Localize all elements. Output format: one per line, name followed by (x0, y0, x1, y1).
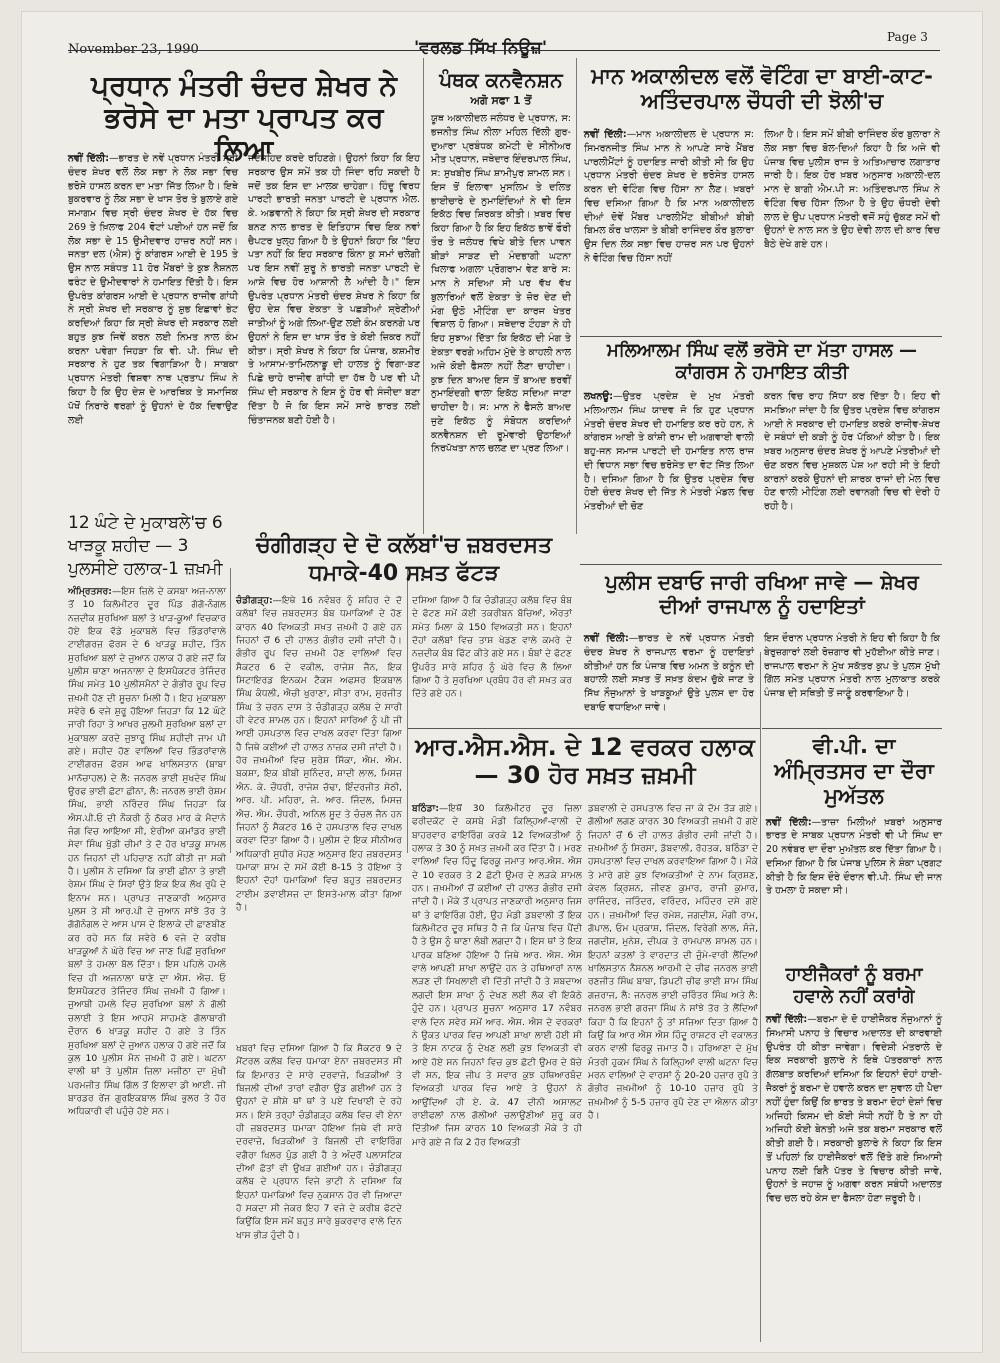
story-mulayam (582, 338, 942, 387)
headline: 12 ਘੰਟੇ ਦੇ ਮੁਕਾਬਲੇ'ਚ 6 ਖਾੜਕੂ ਸ਼ਹੀਦ — 3 ਪੁਲਸੀਏ ਹਲਾਕ-1 ਜ਼ਖ਼ਮੀ (68, 513, 223, 579)
headline: ਪੁਲੀਸ ਦਬਾਓ ਜਾਰੀ ਰਖਿਆ ਜਾਵੇ — ਸ਼ੇਖਰ ਦੀਆਂ ਰਾਜਪਾਲ ਨੂੰ ਹਦਾਇਤਾਂ (605, 570, 919, 618)
story-police-pressure (582, 568, 942, 622)
section-divider (580, 336, 942, 337)
pm-column-2 (248, 152, 420, 427)
article-text: ਨਵੀਂ ਦਿੱਲੀ:—ਭਾਰਤ ਦੇ ਨਵੇਂ ਪ੍ਰਧਾਨ ਮੰਤਰੀ ਸ੍ਰੀ ਚੰਦਰ ਸ਼ੇਖਰ ਵਲੋਂ ਲੋਕ ਸਭਾ ਨੇ ਲੋਕ ਸਭਾ ਵਿਚ ਭਰੋਸੇ ਹਾਸਲ ਕਰਨ ਦਾ ਮਤਾ ਜਿੱਤ ਲਿਆ ਹੈ। ਇਥੇ ਬੁਕਰਵਾਰ ਨੂੰ ਲੋਕ ਸਭਾ ਦੇ ਖਾਸ ਤੋਰ ਤੇ ਬੁਲਾਏ ਗਏ ਸਮਾਗਮ ਵਿਚ ਸ੍ਰੀ ਚੰਦਰ ਸ਼ੇਖਰ ਦੇ ਹੱਕ ਵਿਚ 269 ਤੇ ਖ਼ਿਲਾਫ 204 ਵੋਟਾਂ ਪਈਆਂ ਹਨ ਜਦੋਂ ਕਿ ਲੋਕ ਸਭਾ ਦੇ 15 ਉਮੀਦਵਾਰ ਹਾਜ਼ਰ ਨਹੀਂ ਸਨ। ਜਨਤਾ ਦਲ (ਐਸ) ਨੂੰ ਕਾਂਗਰਸ ਆਈ ਦੇ 195 ਤੇ ਉਸ ਨਾਲ ਸਬੰਧਤ 11 ਹੋਰ ਮੈਂਬਰਾਂ ਤੇ ਕੁਝ ਨੈਸ਼ਨਲ ਫਰੰਟ ਦੇ ਉਮੀਦਵਾਰਾਂ ਨੇ ਹਮਾਇਤ ਦਿੱਤੀ ਹੈ। ਇਸ ਉਪਰੰਤ ਕਾਂਗਰਸ ਆਈ ਦੇ ਪ੍ਰਧਾਨ ਰਾਜੀਵ ਗਾਂਧੀ ਨੇ ਸ੍ਰੀ ਸ਼ੇਖਰ ਦੀ ਸਰਕਾਰ ਨੂੰ ਸ਼ੁਭ ਇਛਾਵਾਂ ਭੇਟ ਕਰਦਿਆਂ ਕਿਹਾ ਕਿ ਸ੍ਰੀ ਸ਼ੇਖਰ ਦੀ ਸਰਕਾਰ ਲਈ ਬਹੁਤ ਕੁਝ ਜਿਵੇਂ ਕਰਨ ਲਈ ਨਿਮਤ ਨਾਲ ਕੰਮ ਕਰਨਾ ਪਵੇਗਾ ਜਿਹੜਾ ਕਿ ਵੀ. ਪੀ. ਸਿੰਘ ਦੀ ਸਰਕਾਰ ਨੇ ਹੁਣ ਤਕ ਵਿਗਾੜਿਆ ਹੈ। ਸਾਬਕਾ ਪ੍ਰਧਾਨ ਮੰਤਰੀ ਵਿਸ਼ਵਾ ਨਾਥ ਪ੍ਰਤਾਪ ਸਿੰਘ ਨੇ ਕਿਹਾ ਹੈ ਕਿ ਉਹ ਦੇਸ਼ ਦੇ ਆਰਥਿਕ ਤੇ ਸਮਾਜਿਕ ਪੱਖੋਂ ਨਿਰਾਰੇ ਵਰਗਾਂ ਨੂੰ ਉਹਨਾਂ ਦੇ ਹੱਕ ਦਿਵਾਉਣ ਲਈ (68, 153, 238, 426)
article-text: ਖਬਰਾਂ ਵਿਚ ਦਸਿਆ ਗਿਆ ਹੈ ਕਿ ਸੈਕਟਰ 9 ਦੇ ਮੈਂਟਰਲ ਕਲੱਬ ਵਿਚ ਧਮਾਕਾ ਏਨਾ ਜ਼ਬਰਦਸਤ ਸੀ ਕਿ ਇਮਾਰਤ ਦੇ ਸਾਰੇ ਦਰਵਾਜ਼ੇ, ਖਿੜਕੀਆਂ ਤੇ ਬਿਜਲੀ ਦੀਆਂ ਤਾਰਾਂ ਵਗੈਰਾ ਉਡ ਗਈਆਂ ਹਨ ਤੇ ਉਹਨਾਂ ਦੇ ਸ਼ੀਸ਼ੇ ਥਾਂ ਥਾਂ ਤੇ ਪਏ ਦਿਖਾਈ ਦੇ ਰਹੇ ਸਨ। ਇਸੇ ਤਰ੍ਹਾਂ ਚੰਡੀਗੜ੍ਹ ਕਲੱਬ ਵਿਚ ਵੀ ਏਨਾ ਹੀ ਜ਼ਬਰਦਸਤ ਧਮਾਕਾ ਹੋਇਆ ਜਿਥੇ ਵੀ ਸਾਰੇ ਦਰਵਾਜ਼ੇ, ਖਿੜਕੀਆਂ ਤੇ ਬਿਜਲੀ ਦੀ ਵਾਇਰਿੰਗ ਵਗੈਰਾ ਖਿਲਰ ਪੁੰਡ ਗਈ ਹੈ ਤੇ ਅੰਦਰੋਂ ਪਲਾਸਟਿਕ ਦੀਆਂ ਛੱਤਾਂ ਵੀ ਉਖੜ ਗਈਆਂ ਹਨ। ਚੰਡੀਗੜ੍ਹ ਕਲੱਬ ਦੇ ਪ੍ਰਧਾਨ ਵਿਜੇ ਭਾਟੀ ਨੇ ਦਸਿਆ ਕਿ ਇਹਨਾਂ ਧਮਾਕਿਆਂ ਵਿਚ ਨੁਕਸਾਨ ਹੋਰ ਵੀ ਜ਼ਿਆਦਾ ਹੋ ਸਕਦਾ ਸੀ ਜੇਕਰ ਇਹ 7 ਵਜੇ ਦੇ ਕਰੀਬ ਫੱਟਦੇ ਕਿਉਂਕਿ ਇਸ ਸਮੇਂ ਬਹੁਤ ਸਾਰੇ ਬੁਕਰਵਾਰ ਵਾਲੇ ਦਿਨ ਖਾਸ ਭੀੜ ਹੁੰਦੀ ਹੈ। (236, 1043, 402, 1241)
article-text: ਨਵੀਂ ਦਿੱਲੀ:—ਤਾਜ਼ਾ ਮਿਲੀਆਂ ਖ਼ਬਰਾਂ ਅਨੁਸਾਰ ਭਾਰਤ ਦੇ ਸਾਬਕ ਪ੍ਰਧਾਨ ਮੰਤਰੀ ਵੀ ਪੀ ਸਿੰਘ ਦਾ 20 ਨਵੰਬਰ ਦਾ ਦੌਰਾ ਮੁਅੱਤਲ ਕਰ ਦਿੱਤਾ ਗਿਆ ਹੈ। ਦਸਿਆ ਗਿਆ ਹੈ ਕਿ ਪੰਜਾਬ ਪੁਲਿਸ ਨੇ ਸ਼ੰਕਾ ਪ੍ਰਗਟ ਕੀਤੀ ਹੈ ਕਿ ਇਸ ਦੌਰੇ ਦੌਰਾਨ ਵੀ.ਪੀ. ਸਿੰਘ ਦੀ ਜਾਨ ਤੇ ਹਮਲਾ ਹੋ ਸਕਦਾ ਸੀ। (766, 816, 942, 897)
mulayam-column-1 (584, 390, 754, 514)
dateline: ਬਠਿੰਡਾ: (412, 803, 440, 814)
article-text: ਲਿਆ ਹੈ। ਇਸ ਸਮੇਂ ਬੀਬੀ ਰਾਜਿੰਦਰ ਕੌਰ ਬੁਲਾਰਾ ਨੇ ਲੋਕ ਸਭਾ ਵਿਚ ਬੋਲ-ਦਿਆਂ ਕਿਹਾ ਹੈ ਕਿ ਅਜੇ ਵੀ ਪੰਜਾਬ ਵਿਚ ਪੁਲੀਸ ਰਾਜ ਤੇ ਅਤਿਆਚਾਰ ਲਗਾਤਾਰ ਜਾਰੀ ਹੈ। ਇਕ ਹੋਰ ਖ਼ਬਰ ਅਨੁਸਾਰ ਅਕਾਲੀ-ਦਲ ਮਾਨ ਦੇ ਬਾਗੀ ਐਮ.ਪੀ ਸ: ਅਤਿੰਦਰਪਾਲ ਸਿੰਘ ਨੇ ਵੋਟਿੰਗ ਵਿਚ ਹਿੱਸਾ ਲਿਆ ਹੈ ਤੇ ਉਹ ਚੌਧਰੀ ਦੇਵੀ ਲਾਲ ਦੇ ਉਪ ਪ੍ਰਧਾਨ ਮੰਤਰੀ ਵਜੋਂ ਸਹੁੰ ਚੁੱਕਣ ਸਮੇਂ ਵੀ ਉਹਨਾਂ ਦੇ ਨਾਲ ਸਨ ਤੇ ਉਹ ਦੇਵੀ ਲਾਲ ਦੀ ਕਾਰ ਵਿਚ ਬੈਠੇ ਦੇਖੇ ਗਏ ਹਨ। (764, 129, 940, 251)
masthead-title: 'ਵਰਲਡ ਸਿੱਖ ਨਿਊਜ਼' (414, 38, 548, 58)
chandigarh-column-1 (236, 594, 402, 914)
article-text: ਦਸਿਆ ਗਿਆ ਹੈ ਕਿ ਚੰਡੀਗੜ੍ਹ ਕਲੱਬ ਵਿਚ ਬੰਬ ਦੇ ਫੱਟਣ ਸਮੇਂ ਕੋਈ ਤਕਰੀਬਨ ਬੱਚਿਆਂ, ਔਰਤਾਂ ਸਮੇਤ ਮਿਲਾ ਕੇ 150 ਵਿਅਕਤੀ ਸਨ। ਇਹਨਾਂ ਦੋਹਾਂ ਕਲੱਬਾਂ ਵਿਚ ਤਾਸ਼ ਖੇਡਣ ਵਾਲੇ ਕਮਰੇ ਦੇ ਨਜ਼ਦੀਕ ਬੰਬ ਫਿੱਟ ਕੀਤੇ ਗਏ ਸਨ। ਬੰਬਾਂ ਦੇ ਫੱਟਣ ਉਪਰੰਤ ਸਾਰੇ ਸ਼ਹਿਰ ਨੂੰ ਘੇਰੇ ਵਿਚ ਲੈ ਲਿਆ ਗਿਆ ਹੈ ਤੇ ਸੁਰਖਿਆ ਪ੍ਰਬੰਧ ਹੋਰ ਵੀ ਸਖ਼ਤ ਕਰ ਦਿੱਤੇ ਗਏ ਹਨ। (412, 595, 573, 700)
pm-column-1 (68, 152, 238, 427)
story-vp-tour (766, 732, 942, 898)
page-header (44, 24, 944, 64)
article-text: ਯੂਥ ਅਕਾਲੀਦਲ ਜਲੰਧਰ ਦੇ ਪ੍ਰਧਾਨ, ਸ: ਭਜਨੀਤ ਸਿੰਘ ਨੀਲਾ ਮਹਿਲ ਦਿੱਲੀ ਗੁਰ-ਦੁਆਰਾ ਪ੍ਰਬੰਧਕ ਕਮੇਟੀ ਦੇ ਸੀਨੀਅਰ ਮੀਤ ਪ੍ਰਧਾਨ, ਜਥੇਦਾਰ ਇੰਦਰਪਾਲ ਸਿੰਘ, ਸ: ਸੁਖਬੀਰ ਸਿੰਘ ਸ਼ਾਮੀਪੁਰ ਸ਼ਾਮਲ ਸਨ। ਇਸ ਤੋਂ ਇਲਾਵਾ ਮੁਸਲਿਮ ਤੇ ਦਲਿਤ ਭਾਈਚਾਰੇ ਦੇ ਨੁਮਾਇੰਦਿਆਂ ਨੇ ਵੀ ਇਸ ਇਕੱਠ ਵਿਚ ਸ਼ਿਰਕਤ ਕੀਤੀ। ਖ਼ਬਰ ਵਿਚ ਕਿਹਾ ਗਿਆ ਹੈ ਕਿ ਇਹ ਇਕੱਠ ਭਾਵੇਂ ਫੌਰੀ ਤੌਰ ਤੇ ਜਲੰਧਰ ਵਿਖੇ ਬੀਤੇ ਦਿਨ ਪਾਵਨ ਬੀੜਾਂ ਸਾੜਣ ਦੀ ਮੰਦਭਾਗੀ ਘਟਨਾ ਖਿਲਾਫ ਅਗਲਾ ਪ੍ਰੋਗਰਾਮ ਵੇਣ ਬਾਰੇ ਸ: ਮਾਨ ਨੇ ਸਦਿਆ ਸੀ ਪਰ ਵੱਖ ਵੱਖ ਬੁਲਾਰਿਆਂ ਵਲੋਂ ਏਕਤਾ ਤੇ ਜ਼ੋਰ ਦੇਣ ਦੀ ਮੰਗ ਉਠੋ ਮੀਟਿੰਗ ਦਾ ਕਾਰਜ ਖੇਤਰ ਵਿਸ਼ਾਲ ਹੋ ਗਿਆ। ਸਥੇਦਾਰ ਟੌਹੜਾ ਨੇ ਹੀ ਇਹ ਸੁਝਾਅ ਦਿੱਤਾ ਕਿ ਇਕੱਠ ਦੀ ਮੰਗ ਤੇ ਏਕਤਾ ਵਰਗੇ ਅਹਿਮ ਮੁੱਦੇ ਤੇ ਕਾਹਲੀ ਨਾਲ ਅਜੇ ਕੋਈ ਫੈਸਲਾ ਨਹੀਂ ਲੈਣਾ ਚਾਹੀਦਾ। ਕੁਝ ਦਿਨ ਬਾਅਦ ਇਸ ਤੋਂ ਬਾਅਦ ਭਰਵੀਂ ਨੁਮਾਇੰਦਗੀ ਵਾਲਾ ਇਕੱਠ ਸਦਿਆ ਜਾਣਾ ਚਾਹੀਦਾ ਹੈ। ਸ: ਮਾਨ ਨੇ ਫੈਸਲੇ ਬਾਅਦ ਜੁਣੇ ਇਕੱਠ ਨੂੰ ਸੰਬੋਧਨ ਕਰਦਿਆਂ ਕਨਵੈਨਸ਼ਨ ਦੀ ਰੂਮੇਵਾਰੀ ਉਠਾਇਆਂ ਨਿਰਪੱਖਤਾ ਨਾਲ ਚਲਣ ਦਾ ਪ੍ਰਣ ਲਿਆ। (431, 113, 571, 455)
continued-from: ਅਗੋ ਸਫਾ 1 ਤੋਂ (470, 94, 532, 107)
story-12-hour-encounter (68, 512, 226, 1119)
headline: ਹਾਈਜੈਕਰਾਂ ਨੂੰ ਬਰਮਾ ਹਵਾਲੇ ਨਹੀਂ ਕਰਾਂਗੇ (785, 964, 923, 1007)
dateline: ਨਵੀਂ ਦਿੱਲੀ: (584, 633, 629, 644)
chandigarh-column-1b (236, 1042, 402, 1242)
article-text: ਬਠਿੰਡਾ:—ਇਥੋਂ 30 ਕਿਲੋਮੀਟਰ ਦੂਰ ਜ਼ਿਲਾ ਫਰੀਦਕੋਟ ਦੇ ਕਸਬੇ ਮੰਡੀ ਕਿਲ੍ਹਿਆਂ-ਵਾਲੀ ਦੇ ਬਾਹਰਵਾਰ ਫਾਇਰਿੰਗ ਕਰਕੇ 12 ਵਿਅਕਤੀਆਂ ਨੂੰ ਹਲਾਕ ਤੇ 30 ਨੂੰ ਸਖ਼ਤ ਜ਼ਖ਼ਮੀ ਕਰ ਦਿੱਤਾ ਹੈ। ਮਰਣ ਵਾਲਿਆਂ ਵਿਚ ਹਿੰਦੂ ਫਿਰਕੂ ਜਮਾਤ ਆਰ.ਐਸ. ਐਸ ਦੇ 10 ਵਰਕਰ ਤੇ 2 ਛੋਟੀ ਉਮਰ ਦੇ ਲੜਕੇ ਸ਼ਾਮਲ ਹਨ। ਜ਼ਖ਼ਮੀਆਂ ਚੋਂ ਕਈਆਂ ਦੀ ਹਾਲਤ ਗੰਭੀਰ ਦਸੀ ਜਾਂਦੀ ਹੈ। ਮੌਕੇ ਤੋਂ ਪ੍ਰਾਪਤ ਜਾਣਕਾਰੀ ਅਨੁਸਾਰ ਜਿਸ ਥਾਂ ਤੇ ਫਾਇਰਿੰਗ ਹੋਈ, ਉਹ ਮੰਡੀ ਡਬਵਾਲੀ ਤੋਂ ਇਕ ਕਿਲੋਮੀਟਰ ਦੂਰ ਸਥਿਤ ਹੈ ਜੋ ਕਿ ਪੰਜਾਬ ਵਿਚ ਪੈਂਦੀ ਹੈ ਤੇ ਉਸ ਨੂੰ ਥਾਣਾ ਲੰਬੀ ਲਗਦਾ ਹੈ। ਇਸ ਥਾਂ ਤੇ ਇਕ ਪਾਰਕ ਬਣਿਆ ਹੋਇਆ ਹੈ ਜਿਥੇ ਆਰ. ਐਸ. ਐਸ ਵਾਲੇ ਆਪਣੀ ਸ਼ਾਖਾ ਲਾਉਂਦੇ ਹਨ ਤੇ ਹਥਿਆਰਾਂ ਨਾਲ ਲੜਣ ਦੀ ਸਿਖਲਾਈ ਵੀ ਦਿੱਤੀ ਜਾਂਦੀ ਹੈ ਤੇ ਸ਼ਬਦਾਅ ਲਗਦੀ ਇਸ ਸ਼ਾਖਾ ਨੂੰ ਦੇਖਣ ਲਈ ਲੋਕ ਵੀ ਇਕੱਠੇ ਹੁੰਦੇ ਹਨ। ਪ੍ਰਾਪਤ ਸੂਚਨਾ ਅਨੁਸਾਰ 17 ਨਵੰਬਰ ਵਾਲੇ ਦਿਨ ਸਵੇਰ ਸਮੇਂ ਆਰ. ਐਸ. ਐਸ ਦੇ ਵਰਕਰਾਂ ਨੇ ਉਕਤ ਪਾਰਕ ਵਿਚ ਆਪਣੀ ਸ਼ਾਖਾ ਲਾਈ ਹੋਈ ਸੀ ਤੇ ਇਸ ਨਾਟਕ ਨੂੰ ਦੇਖਣ ਲਈ ਕੁਝ ਵਿਅਕਤੀ ਵੀ ਆਏ ਹੋਏ ਸਨ ਜਿਹਨਾਂ ਵਿਚ ਕੁਝ ਛੋਟੀ ਉਮਰ ਦੇ ਬੱਚੇ ਵੀ ਸਨ, ਇਕ ਜੀਪ ਤੇ ਸਵਾਰ ਕੁਝ ਹਥਿਆਰਬੰਦ ਵਿਅਕਤੀ ਪਾਰਕ ਵਿਚ ਆਏ ਤੇ ਉਹਨਾਂ ਨੇ ਆਉਂਦਿਆਂ ਹੀ ਏ. ਕੇ. 47 ਦੀਨੀ ਅਸਾਲਟ ਰਾਈਫਲਾਂ ਨਾਲ ਗੋਲੀਆਂ ਚਲਾਉਣੀਆਂ ਸ਼ੁਰੂ ਕਰ ਦਿੱਤੀਆਂ ਜਿਸ ਕਾਰਨ 10 ਵਿਅਕਤੀ ਮੌਕੇ ਤੇ ਹੀ ਮਾਰੇ ਗਏ ਜੋ ਕਿ 2 ਹੋਰ ਵਿਅਕਤੀ (412, 803, 582, 1148)
mann-column-1 (584, 128, 754, 266)
column-rule (760, 652, 761, 1342)
column-rule (576, 58, 577, 534)
issue-date: November 23, 1990 (68, 42, 199, 57)
story-panthic-convention (431, 62, 571, 456)
police-column-2 (764, 632, 940, 701)
article-text: ਲਖਨਊ:—ਉਤਰ ਪ੍ਰਦੇਸ਼ ਦੇ ਮੁਖ ਮੰਤਰੀ ਮਲਿਆਲਮ ਸਿੰਘ ਯਾਦਵ ਜੋ ਕਿ ਹੁਣ ਪ੍ਰਧਾਨ ਮੰਤਰੀ ਚੰਦਰ ਸ਼ੇਖਰ ਦੀ ਹਮਾਇਤ ਕਰ ਰਹੇ ਹਨ, ਨੇ ਕਾਂਗਰਸ ਆਈ ਤੇ ਕਾਂਸ਼ੀ ਰਾਮ ਦੀ ਅਗਵਾਈ ਵਾਲੀ ਬਹੁ-ਜਨ ਸਮਾਜ ਪਾਰਟੀ ਦੀ ਹਮਾਇਤ ਨਾਲ ਰਾਜ ਦੀ ਵਿਧਾਨ ਸਭਾ ਵਿਚ ਭਰੋਸੇਤ ਦਾ ਵੋਟ ਜਿੱਤ ਲਿਆ ਹੈ। ਦਸਿਆ ਗਿਆ ਹੈ ਕਿ ਉਤਰ ਪ੍ਰਦੇਸ਼ ਵਿਚ ਹੋਈ ਚੰਦਰ ਸ਼ੇਖਰ ਦੀ ਜਿੱਤ ਨੇ ਮੰਤਰੀ ਮੰਡਲ ਵਿਚ ਮੰਤਰੀਆਂ ਦੀ ਚੋਣ (584, 391, 754, 513)
column-rule (407, 568, 408, 853)
dateline: ਨਵੀਂ ਦਿੱਲੀ: (766, 816, 812, 828)
mann-column-2 (764, 128, 940, 252)
article-text: ਜਦੋਜਹਿਦ ਕਰਦੇ ਰਹਿਣਗੇ। ਉਹਨਾਂ ਕਿਹਾ ਕਿ ਇਹ ਸਰਕਾਰ ਉਸ ਸਮੇਂ ਤਕ ਹੀ ਜਿੰਦਾ ਰਹਿ ਸਕਦੀ ਹੈ ਜਦੋਂ ਤਕ ਇਸ ਦਾ ਮਾਲਕ ਚਾਹੇਗਾ। ਹਿੰਦੂ ਵਿਰਧ ਪਾਰਟੀ ਭਾਰਤੀ ਜਨਤਾ ਪਾਰਟੀ ਦੇ ਪ੍ਰਧਾਨ ਐਲ. ਕੇ. ਅਡਵਾਨੀ ਨੇ ਕਿਹਾ ਕਿ ਸ੍ਰੀ ਸ਼ੇਖਰ ਦੀ ਸਰਕਾਰ ਬਨਣ ਨਾਲ ਭਾਰਤ ਦੇ ਇਤਿਹਾਸ ਵਿਚ ਇਕ ਨਵਾਂ ਚੈਪਟਰ ਖੁਲ੍ਹ ਗਿਆ ਹੈ ਤੇ ਉਹਨਾਂ ਕਿਹਾ ਕਿ "ਇਹ ਪਤਾ ਨਹੀਂ ਕਿ ਇਹ ਸਰਕਾਰ ਕਿੰਨਾ ਕੁ ਸਮਾਂ ਚਲੇਗੀ ਪਰ ਇਸ ਨਵੀਂ ਸ਼ੁਰੂ ਨੇ ਭਾਰਤੀ ਜਨਤਾ ਪਾਰਟੀ ਦੇ ਆਸ਼ੇ ਵਿਚ ਹੋਰ ਆਸ਼ਾਨੀ ਲੈ ਆਂਦੀ ਹੈ।" ਇਸ ਉਪਰੰਤ ਪ੍ਰਧਾਨ ਮੰਤਰੀ ਚੰਦਰ ਸ਼ੇਖਰ ਨੇ ਕਿਹਾ ਕਿ ਉਹ ਦੇਸ਼ ਵਿਚ ਏਕਤਾ ਤੇ ਪਛੜੀਆਂ ਸ਼੍ਰੇਣੀਆਂ ਜਾਤੀਆਂ ਨੂੰ ਅਗੇ ਲਿਆ-ਉਣ ਲਈ ਕੰਮ ਕਰਨਗੇ ਪਰ ਉਹਨਾਂ ਨੇ ਇਸ ਦਾ ਖਾਸ ਤੌਰ ਤੇ ਕੋਈ ਜ਼ਿਕਰ ਨਹੀਂ ਕੀਤਾ। ਸ੍ਰੀ ਸ਼ੇਖਰ ਨੇ ਕਿਹਾ ਕਿ ਪੰਜਾਬ, ਕਸ਼ਮੀਰ ਤੇ ਆਸਾਮ-ਤਾਮਿਲਨਾਡੂ ਦੀ ਹਾਲਤ ਨੂੰ ਵਿਗਾ-ੜਣ ਪਿਛੇ ਚਾਹੇ ਰਾਜੀਵ ਗਾਂਧੀ ਦਾ ਹੱਥ ਹੈ ਪਰ ਵੀ ਪੀ ਸਿੰਘ ਦੀ ਸਰਕਾਰ ਨੇ ਇਸ ਨੂੰ ਹੋਰ ਵੀ ਸੰਜੀਦਾ ਬਣਾ ਦਿੱਤਾ ਹੈ ਜੋ ਕਿ ਇਸ ਸਮੇਂ ਸਾਰੇ ਭਾਰਤ ਲਈ ਚਿੰਤਾਜਨਕ ਬਣੀ ਹੋਈ ਹੈ। (248, 153, 420, 426)
story-chandigarh-blasts (234, 530, 574, 589)
section-divider (580, 564, 942, 565)
rss-column-2 (588, 802, 758, 1122)
article-text: ਨਵੀਂ ਦਿੱਲੀ:—ਮਾਨ ਅਕਾਲੀਦਲ ਦੇ ਪ੍ਰਧਾਨ ਸ: ਸਿਮਰਨਜੀਤ ਸਿੰਘ ਮਾਨ ਨੇ ਆਪਣੇ ਸਾਰੇ ਮੈਂਬਰ ਪਾਰਲੀਮੈਂਟਾਂ ਨੂੰ ਹਦਾਇਤ ਜਾਰੀ ਕੀਤੀ ਸੀ ਕਿ ਉਹ ਪ੍ਰਧਾਨ ਮੰਤਰੀ ਚੰਦਰ ਸ਼ੇਖਰ ਦੇ ਭਰੋਸੇਤ ਹਾਸਲ ਕਰਨ ਦੀ ਵੋਟਿੰਗ ਵਿਚ ਹਿੱਸਾ ਨਾ ਲੈਣ। ਖ਼ਬਰਾਂ ਵਿਚ ਦਸਿਆ ਗਿਆ ਹੈ ਕਿ ਮਾਨ ਅਕਾਲੀਦਲ ਦੀਆਂ ਦੋਵੇਂ ਮੈਂਬਰ ਪਾਰਲੀਮੈਂਟ ਬੀਬੀਆਂ ਬੀਬੀ ਬਿਮਲ ਕੌਰ ਖਾਲਸਾ ਤੇ ਬੀਬੀ ਰਾਜਿੰਦਰ ਕੌਰ ਬੁਲਾਰਾ ਉਸ ਦਿਨ ਲੋਕ ਸਭਾ ਵਿਚ ਹਾਜ਼ਰ ਸਨ ਪਰ ਉਹਨਾਂ ਨੇ ਵੋਟਿੰਗ ਵਿਚ ਹਿੱਸਾ ਨਹੀਂ (584, 129, 754, 264)
dateline: ਨਵੀਂ ਦਿੱਲੀ: (68, 153, 110, 164)
story-hijackers-burma (766, 962, 942, 1206)
headline: ਆਰ.ਐਸ.ਐਸ. ਦੇ 12 ਵਰਕਰ ਹਲਾਕ — 30 ਹੋਰ ਸਖ਼ਤ ਜ਼ਖ਼ਮੀ (415, 733, 755, 789)
article-text: ਅੰਮ੍ਰਿਤਸਰ:—ਇਸ ਜ਼ਿਲੇ ਦੇ ਕਸਬਾ ਅਜ-ਨਾਲਾ ਤੋਂ 10 ਕਿਲੋਮੀਟਰ ਦੂਰ ਪਿੰਡ ਗੱਗੋ-ਨੰਗਲ ਨਜ਼ਦੀਕ ਸੁਰਖਿਆ ਬਲਾਂ ਤੇ ਖਾੜ-ਕੂਆਂ ਵਿਚਕਾਰ ਹੋਏ ਇਕ ਵੱਡੇ ਮੁਕਾਬਲੇ ਵਿਚ ਭਿੰਡਰਾਂਵਾਲੇ ਟਾਈਗਰਜ਼ ਫੋਰਸ ਦੇ 6 ਖਾੜਕੂ ਸ਼ਹੀਦ, ਤਿੰਨ ਸੁਰਖਿਆ ਬਲਾਂ ਦੇ ਜੁਆਨ ਹਲਾਕ ਹੋ ਗਏ ਜਦੋਂ ਕਿ ਪੁਲੀਸ ਥਾਣਾ ਅਜਨਾਲਾ ਦੇ ਇਸਪੈਕਟਰ ਤੇਜਿੰਦਰ ਸਿੰਘ ਸਮੇਤ 10 ਪੁਲੀਸਮੈਨਾਂ ਦੇ ਗੰਭੀਰ ਰੂਪ ਵਿਚ ਜ਼ਖ਼ਮੀ ਹੋਣ ਦੀ ਸੂਚਨਾ ਮਿਲੀ ਹੈ। ਇਹ ਮੁਕਾਬਲਾ ਸਵੇਰੇ 6 ਵਜੇ ਸ਼ੁਰੂ ਹੋਇਆ ਜਿਹੜਾ ਕਿ 12 ਘੰਟੇ ਜਾਰੀ ਰਿਹਾ ਤੇ ਆਖਰ ਜ਼ੁਲਮੀ ਸੁਰਖਿਆ ਬਲਾਂ ਦਾ ਮੁਕਾਬਲਾ ਕਰਦੇ ਜੁਝਾਰੂ ਸਿੰਘ ਸ਼ਹੀਦੀ ਜਾਮ ਪੀ ਗਏ। ਸ਼ਹੀਦ ਹੋਣ ਵਾਲਿਆਂ ਵਿਚ ਭਿੰਡਰਾਂਵਾਲੇ ਟਾਈਗਰਜ਼ ਫੋਰਸ ਆਫ ਖਾਲਿਸਤਾਨ (ਬਾਬਾ ਮਾਨੋਚਾਹਲ) ਦੇ ਲੈ: ਜਨਰਲ ਭਾਈ ਸੁਖਦੇਵ ਸਿੰਘ ਉਰਫ ਭਾਈ ਛੋਟਾ ਛੀਨਾ, ਲੈ: ਜਨਰਲ ਭਾਈ ਰੇਸ਼ਮ ਸਿੰਘ, ਭਾਈ ਨਰਿੰਦਰ ਸਿੰਘ ਜਿਹੜਾ ਕਿ ਐਸ.ਪੀ.ਓ ਦੀ ਨੌਕਰੀ ਨੂੰ ਠੋਕਰ ਮਾਰ ਕੇ ਮੈਦਾਨੇ ਜੰਗ ਵਿਚ ਆਇਆ ਸੀ, ਏਰੀਆ ਕਮਾਂਡਰ ਭਾਈ ਸੇਵਾ ਸਿੰਘ ਖੁੱਡੀ ਚੀਮਾਂ ਤੇ ਦੋ ਹੋਰ ਖਾੜਕੂ ਸ਼ਾਮਲ ਹਨ ਜਿਹਨਾਂ ਦੀ ਪਹਿਚਾਣ ਨਹੀਂ ਕੀਤੀ ਜਾ ਸਕੀ ਹੈ। ਪੁਲੀਸ ਨੇ ਦਸਿਆ ਕਿ ਭਾਈ ਛੀਨਾ ਤੇ ਭਾਈ ਰੇਸ਼ਮ ਸਿੰਘ ਦੇ ਸਿਰਾਂ ਉਤੇ ਇਕ ਇਕ ਲੱਖ ਰੁਪੈ ਦੇ ਇਨਾਮ ਸਨ। ਪ੍ਰਾਪਤ ਜਾਣਕਾਰੀ ਅਨੁਸਾਰ ਪੁਲਸ ਤੇ ਸੀ ਆਰ.ਪੀ ਦੇ ਜੁਆਨ ਸਾਂਝੇ ਤੋਰ ਤੇ ਗੱਗੋਨੰਗਲ ਦੇ ਆਸ ਪਾਸ ਦੇ ਇਲਾਕੇ ਦੀ ਛਾਣਬੀਣ ਕਰ ਰਹੇ ਸਨ ਕਿ ਸਵੇਰੇ 6 ਵਜੇ ਦੇ ਕਰੀਬ ਖਾੜਕੂਆਂ ਨੇ ਘੇਰੇ ਵਿਚ ਆ ਜਾਣ ਪਿਛੋਂ ਸੁਰਖਿਆ ਬਲਾਂ ਤੇ ਹਮਲਾ ਬੋਲ ਦਿੱਤਾ। ਇਸ ਪਹਿਲੇ ਹਮਲੇ ਵਿਚ ਹੀ ਅਜਨਾਲਾ ਥਾਣੇ ਦਾ ਐਸ. ਐਚ. ਓ ਇਸਪੈਕਟਰ ਤੇਜਿੰਦਰ ਸਿੰਘ ਜ਼ਖ਼ਮੀ ਹੋ ਗਿਆ। ਜੁਆਬੀ ਹਮਲੇ ਵਿਚ ਸੁਰਖਿਆ ਬਲਾਂ ਨੇ ਗੋਲੀ ਚਲਾਈ ਤੇ ਇਸ ਆਹਮੋ ਸਾਹਮਣੇ ਗੋਲਾਬਾਰੀ ਦੌਰਾਨ 6 ਖਾੜਕੂ ਸ਼ਹੀਦ ਹੋ ਗਏ ਤੇ ਤਿੰਨ ਸੁਰਖਿਆ ਬਲਾਂ ਦੇ ਜੁਆਨ ਹਲਾਕ ਹੋ ਗਏ ਜਦੋਂ ਕਿ ਕੁਲ 10 ਪੁਲੀਸ ਮੈਨ ਜ਼ਖ਼ਮੀ ਹੋ ਗਏ। ਘਟਨਾ ਵਾਲੀ ਥਾਂ ਤੇ ਪੁਲੀਸ ਜ਼ਿਲਾ ਮਜੀਠਾ ਦਾ ਮੁੱਖੀ ਪਰਮਜੀਤ ਸਿੰਘ ਗਿੱਲ ਤੋਂ ਇਲਾਵਾ ਡੀ ਆਈ. ਜੀ ਬਾਰਡਰ ਰੇਂਜ ਗੁਰਇਕਬਾਲ ਸਿੰਘ ਭੁਲਰ ਤੇ ਹੋਰ ਅਧਿਕਾਰੀ ਵੀ ਪਹੁੰਚੇ ਹੋਏ ਸਨ। (68, 585, 226, 1118)
article-text: ਚੰਡੀਗੜ੍ਹ:—ਇਥੇ 16 ਨਵੰਬਰ ਨੂੰ ਸ਼ਹਿਰ ਦੇ ਦੋ ਕਲੱਬਾਂ ਵਿਚ ਜ਼ਬਰਦਸਤ ਬੰਬ ਧਮਾਕਿਆਂ ਦੇ ਹੋਣ ਕਾਰਨ 40 ਵਿਅਕਤੀ ਸਖ਼ਤ ਜ਼ਖ਼ਮੀ ਹੋ ਗਏ ਹਨ ਜਿਹਨਾਂ ਚੋਂ 6 ਦੀ ਹਾਲਤ ਗੰਭੀਰ ਦਸੀ ਜਾਂਦੀ ਹੈ। ਗੰਭੀਰ ਰੂਪ ਵਿਚ ਜ਼ਖ਼ਮੀ ਹੋਣ ਵਾਲਿਆਂ ਵਿਚ ਸੈਕਟਰ 6 ਦੇ ਵਕੀਲ, ਰਾਜੇਸ਼ ਜੈਨ, ਇਕ ਸਿਟਾਇਰਡ ਇਨਕਮ ਟੈਕਸ ਅਫਸਰ ਇਕਬਾਲ ਸਿੰਘ ਕੰਧਲੀ, ਐਚੀ ਖੁਰਾਣਾ, ਸੀਤਾ ਰਾਮ, ਸੁਰਜੀਤ ਸਿੰਘ ਤੇ ਚਰਨ ਦਾਸ ਤੇ ਚੰਡੀਗੜ੍ਹ ਕਲੱਬ ਦੇ ਸਾਰੀ ਹੀ ਵੇਟਰ ਸ਼ਾਮਲ ਹਨ। ਇਹਨਾਂ ਸਾਰਿਆਂ ਨੂੰ ਪੀ ਜੀ ਆਈ ਹਸਪਤਾਲ ਵਿਚ ਦਾਖਲ ਕਰਵਾ ਦਿੱਤਾ ਗਿਆ ਹੈ ਜਿਥੇ ਕਈਆਂ ਦੀ ਹਾਲਤ ਨਾਜ਼ਕ ਦਸੀ ਜਾਂਦੀ ਹੈ। ਹੋਰ ਜ਼ਖ਼ਮੀਆਂ ਵਿਚ ਸੁਰੇਸ਼ ਸਿੱਕਾ, ਐਮ. ਐਮ. ਬਕਸ਼ਾ, ਇਕ ਬੀਬੀ ਸੁਨਿੰਦਰ, ਸ਼ਾਦੀ ਲਾਲ, ਮਿਸਜ਼ ਐਨ. ਕੇ. ਚੌਧਰੀ, ਰਾਜੇਸ਼ ਚੱਢਾ, ਇੰਦਰਜੀਤ ਸੇਠੀ, ਆਰ. ਪੀ. ਮਹਿਰਾ, ਜੇ. ਆਰ. ਜਿੰਦਲ, ਮਿਸਜ਼ ਐਚ. ਐਮ. ਚੌਧਰੀ, ਅਨਿਲ ਸੂਦ ਤੇ ਚੰਚਲ ਜੈਨ ਹਨ ਜਿਹਨਾਂ ਨੂੰ ਸੈਕਟਰ 16 ਦੇ ਹਸਪਤਾਲ ਵਿਚ ਦਾਖਲ ਕਰਵਾ ਦਿੱਤਾ ਗਿਆ ਹੈ। ਪੁਲੀਸ ਦੇ ਇਕ ਸੀਨੀਅਰ ਅਧਿਕਾਰੀ ਸੁਧੀਰ ਮੋਹਣ ਅਨੁਸਾਰ ਇਹ ਜ਼ਬਰਦਸਤ ਧਮਾਕਾ ਸ਼ਾਮ ਦੇ ਸਮੇਂ ਕੋਈ 8-15 ਤੇ ਹੋਇਆ ਤੇ ਇਹਨਾਂ ਦੋਹਾਂ ਧਮਾਕਿਆਂ ਵਿਚ ਬਹੁਤ ਜ਼ਬਰਦਸਤ ਟਾਈਮ ਡਵਾਈਸਜ਼ ਦਾ ਇਸਤੇ-ਮਾਲ ਕੀਤਾ ਗਿਆ ਹੈ। (236, 595, 402, 913)
article-text: ਇਸ ਦੌਰਾਨ ਪ੍ਰਧਾਨ ਮੰਤਰੀ ਨੇ ਇਹ ਵੀ ਕਿਹਾ ਹੈ ਕਿ ਬੇਰੁਜ਼ਗਾਰਾਂ ਲਈ ਰੋਜ਼ਗਾਰ ਵੀ ਮੁਹੱਈਆ ਕੀਤੇ ਜਾਣ। ਰਾਜਪਾਲ ਵਰਮਾ ਨੇ ਮੁੱਖ ਸਕੱਤਰ ਕੁਪ ਤੇ ਪੁਲਸ ਮੁੱਖੀ ਗਿੱਲ ਸਮੇਤ ਪ੍ਰਧਾਨ ਮੰਤਰੀ ਨਾਲ ਮੁਲਾਕਾਤ ਕਰਕੇ ਪੰਜਾਬ ਦੀ ਸਥਿਤੀ ਤੋਂ ਜਾਣੂੰ ਕਰਵਾਇਆ ਹੈ। (764, 633, 940, 700)
article-text: ਨਵੀਂ ਦਿੱਲੀ:—ਭਾਰਤ ਦੇ ਨਵੇਂ ਪ੍ਰਧਾਨ ਮੰਤਰੀ ਚੰਦਰ ਸ਼ੇਖਰ ਨੇ ਰਾਜਪਾਲ ਵਰਮਾ ਨੂੰ ਹਦਾਇਤਾਂ ਕੀਤੀਆਂ ਹਨ ਕਿ ਪੰਜਾਬ ਵਿਚ ਅਮਨ ਤੇ ਕਨੂੰਨ ਦੀ ਬਹਾਲੀ ਲਈ ਸਖ਼ਤ ਤੋਂ ਸਖ਼ਤ ਕੰਦਮ ਚੁੱਕੇ ਜਾਣ ਤੇ ਸਿੱਖ ਨੌਜੁਆਨਾਂ ਤੇ ਖਾੜਕੂਆਂ ਉਤੇ ਪੁਲਸ ਦਾ ਹੋਰ ਦਬਾਓ ਵਧਾਇਆ ਜਾਵੇ। (584, 633, 754, 713)
dateline: ਨਵੀਂ ਦਿੱਲੀ: (584, 129, 627, 140)
police-column-1 (584, 632, 754, 715)
dateline: ਅੰਮ੍ਰਿਤਸਰ: (68, 585, 112, 597)
mulayam-column-2 (764, 390, 940, 514)
section-divider (408, 728, 760, 729)
headline: ਮਾਨ ਅਕਾਲੀਦਲ ਵਲੋਂ ਵੋਟਿੰਗ ਦਾ ਬਾਈ-ਕਾਟ-ਅਤਿੰਦਰਪਾਲ ਚੌਧਰੀ ਦੀ ਝੋਲੀ'ਚ (591, 64, 933, 114)
column-rule (423, 58, 424, 534)
dateline: ਲਖਨਊ: (584, 391, 614, 402)
headline: ਮਲਿਆਲਮ ਸਿੰਘ ਵਲੋਂ ਭਰੋਸੇ ਦਾ ਮੱਤਾ ਹਾਸਲ — ਕਾਂਗਰਸ ਨੇ ਹਮਾਇਤ ਕੀਤੀ (607, 340, 917, 383)
story-mann-boycott (582, 60, 942, 120)
header-rule (68, 50, 940, 51)
headline: ਪ੍ਰਧਾਨ ਮੰਤਰੀ ਚੰਦਰ ਸ਼ੇਖਰ ਨੇ ਭਰੋਸੇ ਦਾ ਮਤਾ ਪ੍ਰਾਪਤ ਕਰ ਲਿਆ (91, 69, 397, 167)
rss-column-1 (412, 802, 582, 1149)
headline: ਚੰਗੀਗੜ੍ਹ ਦੇ ਦੋ ਕਲੱਬਾਂ'ਚ ਜ਼ਬਰਦਸਤ ਧਮਾਕੇ-40 ਸਖ਼ਤ ਫੱਟੜ (255, 533, 553, 586)
article-text: ਕਰਨ ਵਿਚ ਰਾਹ ਸਿੱਧਾ ਕਰ ਦਿੱਤਾ ਹੈ। ਇਹ ਵੀ ਸਮਝਿਆ ਜਾਂਦਾ ਹੈ ਕਿ ਉਤਰ ਪ੍ਰਦੇਸ਼ ਵਿਚ ਕਾਂਗਰਸ ਆਈ ਨੇ ਸਰਕਾਰ ਦੀ ਹਮਾਇਤ ਕਰਕੇ ਰਾਜੀਵ-ਸ਼ੇਖਰ ਦੇ ਸਬੰਧਾਂ ਦੀ ਕੜੀ ਨੂੰ ਹੋਰ ਪੱਕਿਆਂ ਕੀਤਾ ਹੈ। ਇਕ ਖ਼ਬਰ ਅਨੁਸਾਰ ਚੰਦਰ ਸ਼ੇਖਰ ਨੂੰ ਆਪਣੇ ਮੰਤਰੀਆਂ ਦੀ ਚੋਣ ਕਰਨ ਵਿਚ ਮੁਸ਼ਕਲ ਪੇਸ਼ ਆ ਰਹੀ ਸੀ ਤੇ ਇਹੀ ਕਾਰਨਾਂ ਕਰਕੇ ਉਹਨਾਂ ਦੀ ਸ਼ਾਰਕ ਰਾਜਾਂ ਦੀ ਮੇਲ ਵਿਚ ਹੋਣ ਵਾਲੀ ਮੀਟਿੰਗ ਲਈ ਰਵਾਨਗੀ ਵਿਚ ਵੀ ਦੇਰੀ ਹੋ ਰਹੀ ਹੈ। (764, 391, 940, 513)
chandigarh-column-2 (412, 594, 572, 701)
section-divider (762, 728, 942, 729)
dateline: ਨਵੀਂ ਦਿੱਲੀ: (766, 1014, 808, 1026)
page-number: Page 3 (887, 30, 928, 44)
headline: ਪੰਥਕ ਕਨਵੈਨਸ਼ਨ (439, 68, 563, 92)
article-text: ਡਬਵਾਲੀ ਦੇ ਹਸਪਤਾਲ ਵਿਚ ਜਾ ਕੇ ਦੱਮ ਤੋੜ ਗਏ। ਗੋਲੀਆਂ ਲਗਣ ਕਾਰਨ 30 ਵਿਅਕਤੀ ਜ਼ਖ਼ਮੀ ਹੋ ਗਏ ਜਿਹਨਾਂ ਚੋਂ 6 ਦੀ ਹਾਲਤ ਗੰਭੀਰ ਦਸੀ ਜਾਂਦੀ ਹੈ। ਜ਼ਖ਼ਮੀਆਂ ਨੂੰ ਸਿਰਸਾ, ਡੱਬਵਾਲੀ, ਰੋਹਤਕ, ਬਠਿੰਡਾ ਦੇ ਹਸਪਤਾਲਾਂ ਵਿਚ ਦਾਖਲ ਕਰਵਾਇਆ ਗਿਆ ਹੈ। ਮੌਕੇ ਤੇ ਮਾਰੇ ਗਏ ਕੁਝ ਵਿਅਕਤੀਆਂ ਦੇ ਨਾਮ ਕ੍ਰਿਸ਼ਣ, ਕੇਵਲ ਕ੍ਰਿਸ਼ਨ, ਜੀਵਣ ਕੁਮਾਰ, ਰਾਜੀ ਕੁਮਾਰ, ਰਾਜਿੰਦਰ, ਜਤਿੰਦਰ, ਵਰਿੰਦਰ, ਮਹਿੰਦਰ ਦਸੇ ਗਏ ਹਨ। ਜ਼ਖ਼ਮੀਆਂ ਵਿਚ ਰਮੇਸ਼, ਜਗਦੀਸ਼, ਮੰਗੀ ਰਾਮ, ਗੋਪਾਲ, ਓਮ ਪ੍ਰਕਾਸ਼, ਜਿੰਦਲ, ਵਿਰੇਗੀ ਲਾਲ, ਸੰਜੇ, ਜਗਦੀਸ਼, ਮੁਨੇਸ਼, ਦੀਪਕ ਤੇ ਰਾਮਪਾਲ ਸ਼ਾਮਲ ਹਨ। ਇਹਨਾਂ ਕਤਲਾਂ ਤੇ ਵਾਰਦਾਤ ਦੀ ਜ਼ੁੰਮੇ-ਵਾਰੀ ਲੈਂਦਿਆਂ ਖਾਲਿਸਤਾਨ ਨੈਸ਼ਨਲ ਆਰਮੀ ਦੇ ਚੀਫ ਜਨਰਲ ਭਾਈ ਰਣਜੀਤ ਸਿੰਘ ਬਾਬਾ, ਡਿਪਟੀ ਚੀਫ ਭਾਈ ਸ਼ਾਮ ਸਿੰਘ ਗਜ਼ਰਾਜ, ਲੈ: ਜਨਰਲ ਭਾਈ ਚਰਿੰਤਰ ਸਿੰਘ ਅਤੇ ਲੈ: ਜਨਰਲ ਭਾਈ ਗਰਜਾ ਸਿੰਘ ਨੇ ਸਾਂਝੇ ਤੋਰ ਤੇ ਲੈਂਦਿਆਂ ਕਿਹਾ ਹੈ ਕਿ ਇਹਨਾਂ ਨੂੰ ਤਾਂ ਸਜ਼ਿਆ ਦਿਤਾ ਗਿਆ ਹੈ ਕਿਉਂ ਕਿ ਆਰ ਐਸ ਐਸ ਹਿੰਦੂ ਰਾਸ਼ਟਰ ਦੀ ਵਕਾਲਤ ਕਰਨ ਵਾਲੀ ਫਿਰਕੂ ਜਮਾਤ ਹੈ। ਹਰਿਆਣਾ ਦੇ ਮੁੱਖ ਮੰਤਰੀ ਹੁਕਮ ਸਿੰਘ ਨੇ ਕਿਲ੍ਹਿਆਂ ਵਾਲੀ ਘਟਨਾ ਵਿਚ ਮਰਨ ਵਾਲਿਆਂ ਦੇ ਵਾਰਸਾਂ ਨੂੰ 20-20 ਹਜ਼ਾਰ ਰੁਪੈ ਤੇ ਗੰਭੀਰ ਜ਼ਖ਼ਮੀਆਂ ਨੂੰ 10-10 ਹਜ਼ਾਰ ਰੁਪੈ ਤੇ ਜ਼ਖ਼ਮੀਆਂ ਨੂੰ 5-5 ਹਜ਼ਾਰ ਰੁਪੈ ਦੇਣ ਦਾ ਐਲਾਨ ਕੀਤਾ ਹੈ। (588, 803, 758, 1121)
dateline: ਚੰਡੀਗੜ੍ਹ: (236, 595, 273, 606)
article-text: ਨਵੀਂ ਦਿੱਲੀ:—ਬਰਮਾ ਦੇ ਦੋ ਹਾਈਜੈਕਰ ਨੌਜੁਆਨਾਂ ਨੂੰ ਸਿਆਸੀ ਪਨਾਹ ਤੇ ਵਿਚਾਰ ਅਦਾਲਤ ਦੀ ਕਾਰਵਾਈ ਉਪਰੰਤ ਹੀ ਕੀਤਾ ਜਾਵੇਗਾ। ਵਿਦੇਸ਼ੀ ਮੰਤਰਾਲੇ ਦੇ ਇਕ ਸਰਕਾਰੀ ਬੁਲਾਰੇ ਨੇ ਇਥੇ ਪੱਤਰਕਾਰਾਂ ਨਾਲ ਗੱਲਬਾਤ ਕਰਦਿਆਂ ਦਸਿਆ ਕਿ ਇਹਨਾਂ ਦੋਹਾਂ ਹਾਈ-ਜੈਕਰਾਂ ਨੂੰ ਬਰਮਾ ਦੇ ਹਵਾਲੇ ਕਰਨ ਦਾ ਸੁਵਾਲ ਹੀ ਪੈਦਾ ਨਹੀਂ ਹੁੰਦਾ ਕਿਉਂ ਕਿ ਭਾਰਤ ਤੇ ਬਰਮਾ ਦੋਹਾਂ ਦੇਸ਼ਾਂ ਵਿਚ ਅਜਿਹੀ ਕਿਸਮ ਦੀ ਕੋਈ ਸੰਧੀ ਨਹੀਂ ਹੈ ਤੇ ਨਾ ਹੀ ਅਜਿਹੀ ਕੋਈ ਬੇਨਤੀ ਅਜੇ ਤਕ ਬਰਮਾ ਸਰਕਾਰ ਵਲੋਂ ਕੀਤੀ ਗਈ ਹੈ। ਸਰਕਾਰੀ ਬੁਲਾਰੇ ਨੇ ਕਿਹਾ ਕਿ ਇਸ ਤੋਂ ਪਹਿਲਾਂ ਕਿ ਹਾਈਜੈਕਰਾਂ ਵਲੋਂ ਦਿੱਤੇ ਗਏ ਸਿਆਸੀ ਪਨਾਹ ਲਈ ਬਿਨੈ ਪੱਤਰ ਤੇ ਵਿਚਾਰ ਕੀਤੀ ਜਾਵੇ, ਉਹਨਾਂ ਤੇ ਜਹਾਜ਼ ਨੂੰ ਅਗਵਾ ਕਰਨ ਸਬੰਧੀ ਅਦਾਲਤ ਵਿਚ ਚਲ ਰਹੇ ਕੇਸ ਦਾ ਫੈਸਲਾ ਹੋਣਾ ਜ਼ਰੂਰੀ ਹੈ। (766, 1014, 942, 1205)
story-rss-workers (412, 732, 758, 793)
headline: ਵੀ.ਪੀ. ਦਾ ਅੰਮ੍ਰਿਤਸਰ ਦਾ ਦੌਰਾ ਮੁਅੱਤਲ (774, 734, 934, 809)
newspaper-page (22, 12, 982, 1352)
column-rule (230, 568, 231, 853)
